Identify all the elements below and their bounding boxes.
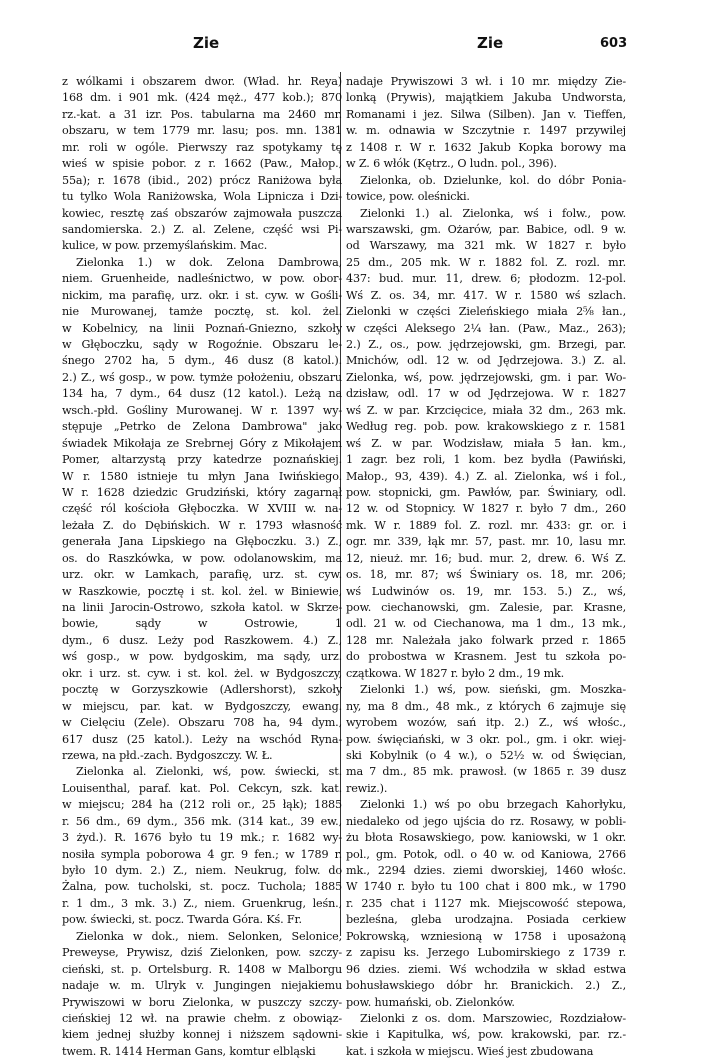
text-line: 168 dm. i 901 mk. (424 męż., 477 kob.); 870 xyxy=(62,91,342,105)
text-line: urz. okr. w Lamkach, parafię, urz. st. cyw. xyxy=(62,568,342,582)
text-line: 134 ha, 7 dym., 64 dusz (12 katol.). Leżą na xyxy=(62,387,342,401)
text-line: nosiła sympla poborowa 4 gr. 9 fen.; w 1789 r. xyxy=(62,847,342,861)
page-header xyxy=(0,34,720,58)
text-line: kat. i szkoła w miejscu. Wieś jest zbudowana xyxy=(346,1044,594,1058)
text-line: bohusławskiego dóbr hr. Branickich. 2.) Z., xyxy=(346,979,626,993)
text-line: ma 7 dm., 85 mk. prawosł. (w 1865 r. 39 dusz xyxy=(346,765,626,779)
text-line: świadek Mikołaja ze Srebrnej Góry z Mikołajem xyxy=(62,436,342,450)
text-line: tu tylko Wola Raniżowska, Wola Lipnicza i Dzi- xyxy=(62,190,342,204)
text-line: pocztę w Gorzyszkowie (Adlershorst), szkoły xyxy=(62,683,342,697)
text-line: wsch.-płd. Gośliny Murowanej. W r. 1397 wy- xyxy=(62,403,342,417)
text-line: do probostwa w Krasnem. Jest tu szkoła po- xyxy=(346,650,626,664)
text-line: Zielonki 1.) al. Zielonka, wś i folw., pow. xyxy=(360,206,626,220)
text-line: skie i Kapitulka, wś, pow. krakowski, par. rz.- xyxy=(346,1028,626,1042)
text-line: w miejscu; 284 ha (212 roli or., 25 łąk); 1885 xyxy=(62,798,342,812)
text-line: 25 dm., 205 mk. W r. 1882 fol. Z. rozl. mr. xyxy=(346,255,626,269)
text-line: stępuje „Petrko de Zelona Dambrowa" jako xyxy=(62,420,342,434)
running-head-left: Zie xyxy=(193,34,220,52)
text-line: na linii Jarocin-Ostrowo, szkoła katol. w Skrze- xyxy=(62,601,342,614)
text-line: nadaje Prywiszowi 3 wł. i 10 mr. między Zie- xyxy=(346,75,626,88)
text-line: wś Z. w par. Wodzisław, miała 5 łan. km., xyxy=(346,436,626,450)
text-line: okr. i urz. st. cyw. i st. kol. żel. w Bydgoszczy, xyxy=(62,666,342,680)
text-line: Zielonki w części Zieleńskiego miała 2⅝ łan., xyxy=(346,305,626,319)
text-line: wieś w spisie pobor. z r. 1662 (Paw., Małop., xyxy=(62,157,342,171)
text-line: Zielonka w dok., niem. Selonken, Selonice, xyxy=(76,929,342,943)
text-line: Preweyse, Prywisz, dziś Zielonken, pow. szczy- xyxy=(62,946,342,960)
text-line: wś Z. w par. Krzcięcice, miała 32 dm., 263 mk. xyxy=(346,403,626,417)
text-line: wś Ludwinów os. 19, mr. 153. 5.) Z., wś, xyxy=(346,584,626,598)
text-line: Prywiszowi w boru Zielonka, w puszczy szczy- xyxy=(62,995,342,1009)
text-line: Żalna, pow. tucholski, st. pocz. Tuchola; 1885 xyxy=(62,880,342,894)
text-line: 2.) Z., os., pow. jędrzejowski, gm. Brzegi, par. xyxy=(346,338,626,351)
text-line: lonką (Prywis), majątkiem Jakuba Undworsta, xyxy=(346,91,626,105)
text-line: rz.-kat. a 31 izr. Pos. tabularna ma 2460 mr. xyxy=(62,107,342,121)
text-line: 1 zagr. bez roli, 1 kom. bez bydła (Pawiński, xyxy=(346,453,626,467)
text-line: os. do Raszkówka, w pow. odolanowskim, ma xyxy=(62,551,342,565)
text-line: z wólkami i obszarem dwor. (Wład. hr. Reya) xyxy=(62,75,342,88)
text-line: ny, ma 8 dm., 48 mk., z których 6 zajmuje się xyxy=(346,699,626,713)
text-line: pol., gm. Potok, odl. o 40 w. od Kaniowa, 2766 xyxy=(346,847,626,861)
text-line: Zielonka, ob. Dzielunke, kol. do dóbr Ponia- xyxy=(360,173,626,187)
text-line: dzisław, odl. 17 w od Jędrzejowa. W r. 1827 xyxy=(346,387,626,401)
text-line: 3 żyd.). R. 1676 było tu 19 mk.; r. 1682 wy- xyxy=(62,831,342,845)
running-head-right: Zie xyxy=(477,34,504,52)
text-line: ogr. mr. 339, łąk mr. 57, past. mr. 10, lasu mr. xyxy=(346,535,626,549)
text-line: w miejscu, par. kat. w Bydgoszczy, ewang. xyxy=(62,699,342,713)
text-line: pow. ciechanowski, gm. Zalesie, par. Krasne, xyxy=(346,601,626,614)
text-line: mr. roli w ogóle. Pierwszy raz spotykamy tę xyxy=(62,140,342,154)
text-line: w. m. odnawia w Szczytnie r. 1497 przywilej xyxy=(346,124,626,138)
text-line: żu błota Rosawskiego, pow. kaniowski, w 1 okr. xyxy=(346,831,626,845)
text-line: niedaleko od jego ujścia do rz. Rosawy, w pobli- xyxy=(346,814,626,828)
text-line: W 1740 r. było tu 100 chat i 800 mk., w 1790 xyxy=(346,880,626,894)
text-line: 12 w. od Stopnicy. W 1827 r. było 7 dm., 260 xyxy=(346,502,626,516)
text-line: w części Aleksego 2¼ łan. (Paw., Maz., 263); xyxy=(346,321,626,335)
text-line: w Z. 6 włók (Kętrz., O ludn. pol., 396). xyxy=(346,157,557,171)
text-line: nie Murowanej, tamże pocztę, st. kol. żel. xyxy=(62,305,342,319)
text-line: leżała Z. do Dębińskich. W r. 1793 własność xyxy=(62,518,342,532)
text-line: 12, nieuż. mr. 16; bud. mur. 2, drew. 6. Wś Z. xyxy=(346,551,626,565)
text-line: z 1408 r. W r. 1632 Jakub Kopka borowy ma xyxy=(346,140,626,154)
text-line: kowiec, resztę zaś obszarów zajmowała puszcza xyxy=(62,206,342,220)
text-line: kulice, w pow. przemyślańskim. Mac. xyxy=(62,239,268,253)
text-line: było 10 dym. 2.) Z., niem. Neukrug, folw. do xyxy=(62,864,342,877)
text-line: dym., 6 dusz. Leży pod Raszkowem. 4.) Z., xyxy=(62,633,342,647)
text-line: w Głęboczku, sądy w Rogoźnie. Obszaru le- xyxy=(62,338,342,351)
left-column xyxy=(62,74,342,1060)
text-line: mk. W r. 1889 fol. Z. rozl. mr. 433: gr. or. i xyxy=(346,518,626,532)
text-line: r. 1 dm., 3 mk. 3.) Z., niem. Gruenkrug, leśn., xyxy=(62,896,342,910)
text-line: towice, pow. oleśnicki. xyxy=(346,190,470,204)
text-line: nickim, ma parafię, urz. okr. i st. cyw. w Gośli- xyxy=(62,288,342,302)
text-line: wś gosp., w pow. bydgoskim, ma sądy, urz. xyxy=(62,650,342,664)
text-line: W r. 1580 istnieje tu młyn Jana Iwińskiego. xyxy=(62,469,342,483)
text-line: czątkowa. W 1827 r. było 2 dm., 19 mk. xyxy=(346,666,565,680)
text-line: cieński, st. p. Ortelsburg. R. 1408 w Malborgu xyxy=(62,962,342,976)
text-line: wyrobem wozów, sań itp. 2.) Z., wś włośc., xyxy=(346,716,626,730)
text-line: nadaje w. m. Ulryk v. Jungingen niejakiemu xyxy=(62,979,342,993)
text-line: Zielonki 1.) wś po obu brzegach Kahorłyku, xyxy=(360,798,626,812)
text-line: odl. 21 w. od Ciechanowa, ma 1 dm., 13 mk., xyxy=(346,617,626,631)
text-line: Według reg. pob. pow. krakowskiego z r. 1581 xyxy=(346,420,626,434)
text-line: rzewa, na płd.-zach. Bydgoszczy. W. Ł. xyxy=(62,748,273,762)
text-line: cieńskiej 12 wł. na prawie chełm. z obowiąz- xyxy=(62,1011,342,1025)
text-line: Pokrowską, wzniesioną w 1758 i uposażoną xyxy=(346,929,626,943)
text-line: Zielonki z os. dom. Marszowiec, Rozdziałow- xyxy=(360,1011,626,1025)
text-line: niem. Gruenheide, nadleśnictwo, w pow. obor- xyxy=(62,272,342,286)
text-line: Wś Z. os. 34, mr. 417. W r. 1580 wś szlach. xyxy=(346,288,626,302)
text-line: Zielonka, wś, pow. jędrzejowski, gm. i par. Wo- xyxy=(346,370,626,384)
text-line: 128 mr. Należała jako folwark przed r. 1865 xyxy=(346,633,626,647)
text-line: warszawski, gm. Ożarów, par. Babice, odl. 9 w. xyxy=(346,222,626,236)
text-line: pow. humański, ob. Zielonków. xyxy=(346,995,515,1009)
text-line: śnego 2702 ha, 5 dym., 46 dusz (8 katol.). xyxy=(62,354,342,368)
text-line: w Cielęciu (Zele). Obszaru 708 ha, 94 dym., xyxy=(62,716,342,730)
text-line: generała Jana Lipskiego na Głęboczku. 3.) Z., xyxy=(62,535,342,549)
text-line: Zielonki 1.) wś, pow. sieński, gm. Moszka- xyxy=(360,683,626,697)
text-line: w Raszkowie, pocztę i st. kol. żel. w Biniewie, xyxy=(62,584,342,598)
text-line: pow. stopnicki, gm. Pawłów, par. Świniary, odl. xyxy=(346,485,626,499)
text-line: r. 235 chat i 1127 mk. Miejscowość stepowa, xyxy=(346,896,626,910)
text-line: pow. święciański, w 3 okr. pol., gm. i okr. wiej- xyxy=(346,732,626,746)
text-line: część ról kościoła Głęboczka. W XVIII w. na- xyxy=(62,502,342,516)
text-line: obszaru, w tem 1779 mr. lasu; pos. mn. 1381 xyxy=(62,124,342,138)
text-line: z zapisu ks. Jerzego Lubomirskiego z 1739 r. xyxy=(346,946,626,960)
right-column xyxy=(346,74,626,1060)
text-line: Romanami i jez. Silwa (Silben). Jan v. Tieffen, xyxy=(346,107,626,121)
text-line: mk., 2294 dzies. ziemi dworskiej, 1460 włośc. xyxy=(346,864,626,877)
text-line: 617 dusz (25 katol.). Leży na wschód Ryna- xyxy=(62,732,342,746)
text-line: ski Kobylnik (o 4 w.), o 52½ w. od Święcian, xyxy=(346,748,626,762)
text-line: 437: bud. mur. 11, drew. 6; płodozm. 12-pol. xyxy=(346,272,626,286)
text-line: rewiz.). xyxy=(346,781,388,795)
text-line: bowie, sądy w Ostrowie, 1 xyxy=(62,617,342,631)
text-line: Louisenthal, paraf. kat. Pol. Cekcyn, szk. kat. xyxy=(62,781,342,795)
text-line: Zielonka 1.) w dok. Zelona Dambrowa, xyxy=(76,255,342,269)
text-line: sandomierska. 2.) Z. al. Zelene, część wsi Pi- xyxy=(62,222,342,236)
text-line: W r. 1628 dziedzic Grudziński, który zagarnął xyxy=(62,485,342,499)
text-line: bezleśna, gleba urodzajna. Posiada cerkiew xyxy=(346,913,626,927)
text-line: 96 dzies. ziemi. Wś wchodziła w skład estwa xyxy=(346,962,626,976)
text-line: Zielonka al. Zielonki, wś, pow. świecki, st. xyxy=(76,765,342,779)
text-line: Małop., 93, 439). 4.) Z. al. Zielonka, wś i fol., xyxy=(346,469,626,483)
text-line: r. 56 dm., 69 dym., 356 mk. (314 kat., 39 ew., xyxy=(62,814,342,828)
page-number: 603 xyxy=(600,36,628,51)
text-line: Mnichów, odl. 12 w. od Jędrzejowa. 3.) Z. al. xyxy=(346,354,626,368)
text-line: 55a); r. 1678 (ibid., 202) prócz Raniżowa była xyxy=(62,173,342,187)
text-line: 2.) Z., wś gosp., w pow. tymże położeniu, obszaru xyxy=(62,370,342,384)
text-line: kiem jednej służby konnej i niższem sądowni- xyxy=(62,1028,342,1042)
text-line: od Warszawy, ma 321 mk. W 1827 r. było xyxy=(346,239,626,253)
text-line: twem. R. 1414 Herman Gans, komtur elbląski xyxy=(62,1044,316,1058)
text-line: Pomer, altarzystą przy katedrze poznańskiej. xyxy=(62,453,342,467)
text-line: os. 18, mr. 87; wś Świniary os. 18, mr. 206; xyxy=(346,568,626,582)
text-line: pow. świecki, st. pocz. Twarda Góra. Kś. Fr. xyxy=(62,913,302,927)
text-line: w Kobelnicy, na linii Poznań-Gniezno, szkoły xyxy=(62,321,342,335)
